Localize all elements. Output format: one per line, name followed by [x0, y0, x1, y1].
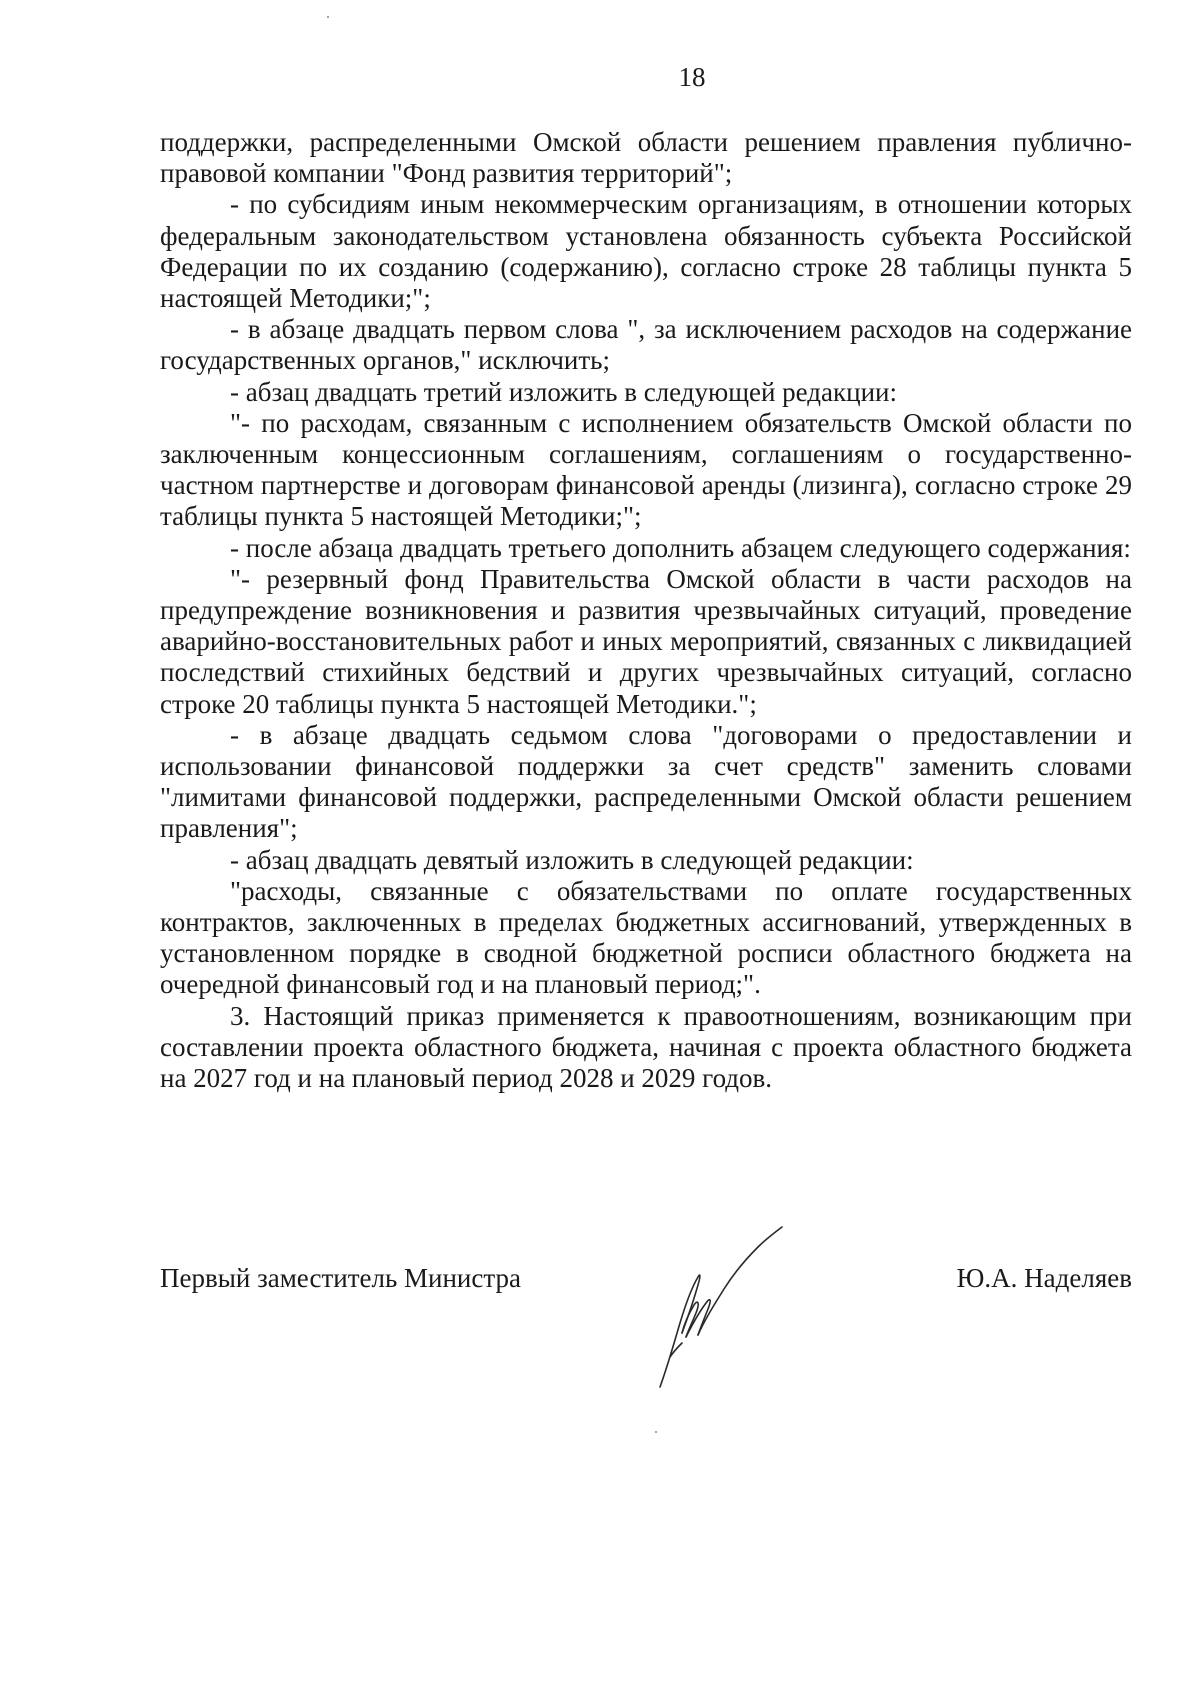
paragraph: "- по расходам, связанным с исполнением обязательств Омской области по заключенным концессионным соглашениям, соглашениям о государственно-частном партнерстве и договорам финансовой аренды (лизинга), согласно строке 29 таблицы пункта 5 настоящей Методики;";: [160, 407, 1132, 532]
document-body: [160, 127, 1132, 1094]
paragraph: - по субсидиям иным некоммерческим организациям, в отношении которых федеральным законодательством установлена обязанность субъекта Российской Федерации по их созданию (содержанию), согласно строке 28 таблицы пункта 5 настоящей Методики;";: [160, 189, 1132, 314]
paragraph: - после абзаца двадцать третьего дополнить абзацем следующего содержания:: [230, 532, 1131, 563]
paragraph: 3. Настоящий приказ применяется к правоотношениям, возникающим при составлении проекта областного бюджета, начиная с проекта областного бюджета на 2027 год и на плановый период 2028 и 2029 годов.: [160, 1000, 1132, 1094]
signatory-position: Первый заместитель Министра: [160, 1263, 521, 1293]
paragraph: - абзац двадцать третий изложить в следующей редакции:: [230, 376, 897, 407]
scan-speck: [655, 1431, 657, 1433]
paragraph: "- резервный фонд Правительства Омской области в части расходов на предупреждение возникновения и развития чрезвычайных ситуаций, проведение аварийно-восстановительных работ и иных мероприятий, связанных с ликвидацией последствий стихийных бедствий и других чрезвычайных ситуаций, согласно строке 20 таблицы пункта 5 настоящей Методики.";: [160, 563, 1132, 719]
paragraph: - в абзаце двадцать первом слова ", за исключением расходов на содержание государственных органов," исключить;: [160, 314, 1132, 376]
page-number: 18: [678, 62, 706, 92]
paragraph: "расходы, связанные с обязательствами по оплате государственных контрактов, заключенных в пределах бюджетных ассигнований, утвержденных в установленном порядке в сводной бюджетной росписи областного бюджета на очередной финансовый год и на плановый период;".: [160, 875, 1132, 1000]
paragraph: - в абзаце двадцать седьмом слова "договорами о предоставлении и использовании финансовой поддержки за счет средств" заменить словами "лимитами финансовой поддержки, распределенными Омской области решением правления";: [160, 719, 1132, 844]
signatory-name: Ю.А. Наделяев: [956, 1263, 1132, 1293]
paragraph: поддержки, распределенными Омской области решением правления публично-правовой компании "Фонд развития территорий";: [160, 127, 1132, 189]
paragraph: - абзац двадцать девятый изложить в следующей редакции:: [230, 844, 914, 875]
handwritten-signature: [640, 1225, 810, 1390]
scan-speck: [327, 16, 329, 18]
